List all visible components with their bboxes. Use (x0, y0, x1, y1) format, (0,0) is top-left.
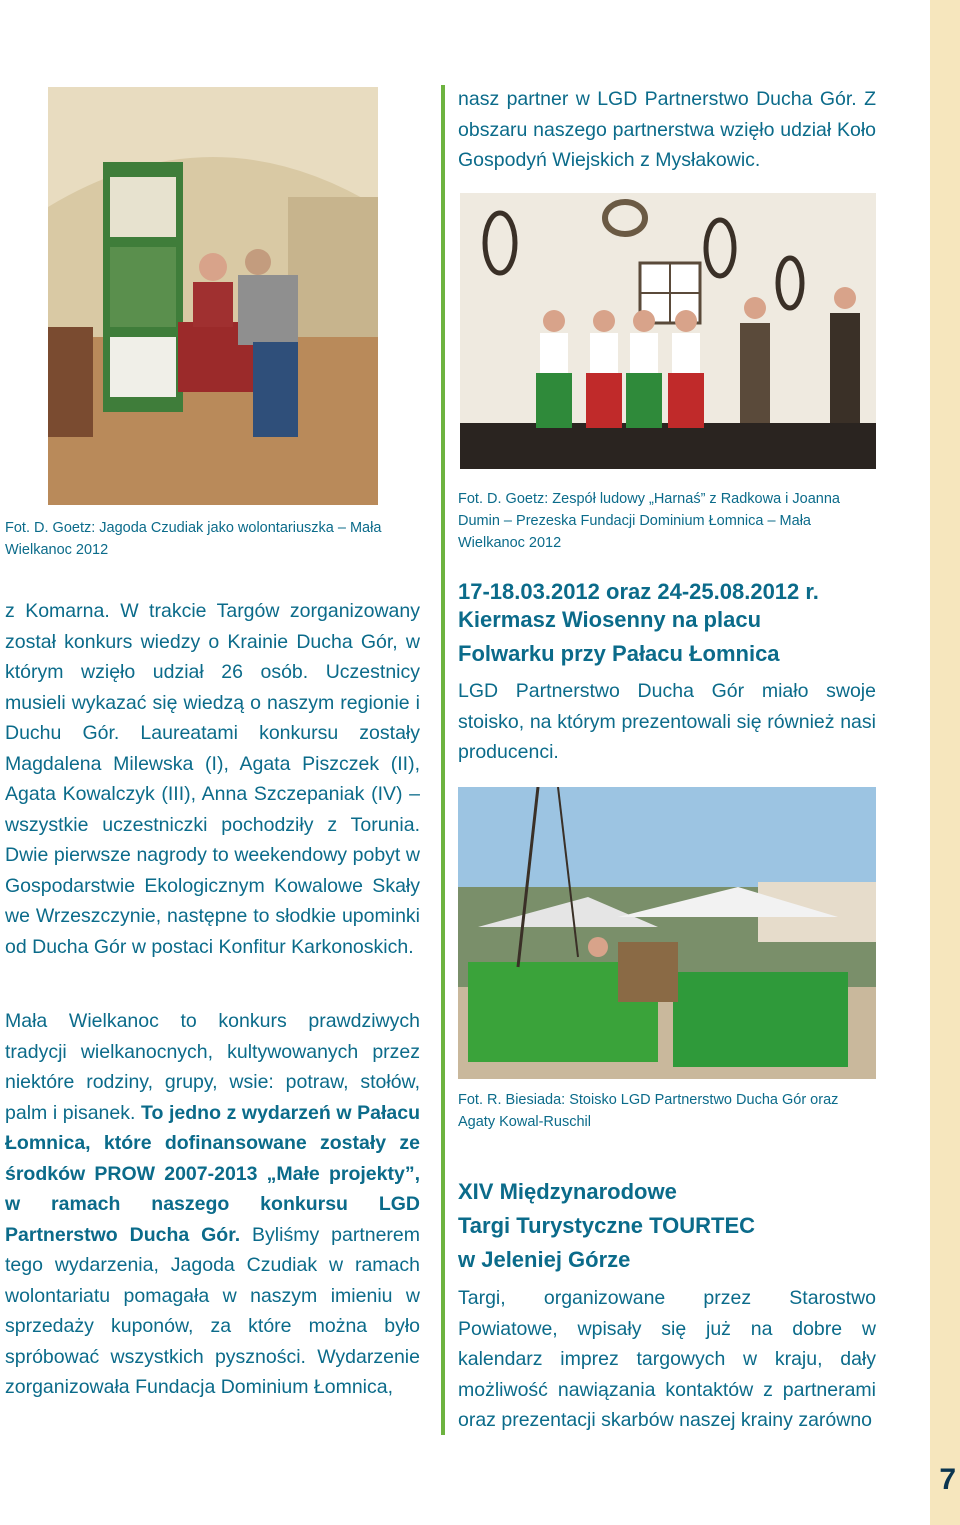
photo-folk-band (460, 193, 876, 469)
column-divider (441, 85, 445, 1435)
caption-photo-3: Fot. R. Biesiada: Stoisko LGD Partnerstwo Ducha Gór oraz Agaty Kowal-Ruschil (458, 1092, 839, 1130)
fair-title-line-2: Targi Turystyczne TOURTEC (458, 1213, 756, 1238)
page-number: 7 (939, 1463, 956, 1496)
event-dates: 17-18.03.2012 oraz 24-25.08.2012 r. (458, 579, 819, 604)
paragraph-contest: z Komarna. W trakcie Targów zorganizowany został konkurs wiedzy o Krainie Ducha Gór, w którym wzięło udział 26 osób. Uczestnicy musieli wykazać się wiedzą o naszym regionie i Duchu Gór. Laureatami konkursu zostały Magdalena Milewska (I), Agata Piszczek (II), Agata Kowalczyk (III), Anna Szczepaniak (IV) – wszystkie uczestniczki pochodziły z Torunia. Dwie pierwsze nagrody to weekendowy pobyt w Gospodarstwie Ekologicznym Kowalowe Skały we Wrzeszczynie, następne to słodkie upominki od Ducha Gór w postaci Konfitur Karkonoskich. (5, 600, 420, 958)
paragraph-kiermasz: LGD Partnerstwo Ducha Gór miało swoje stoisko, na którym prezentowali się również nasi producenci. (458, 680, 876, 763)
caption-photo-2: Fot. D. Goetz: Zespół ludowy „Harnaś” z Radkowa i Joanna Dumin – Prezeska Fundacji Dominium Łomnica – Mała Wielkanoc 2012 (458, 491, 840, 551)
paragraph-mala-wielkanoc-end: Byliśmy partnerem tego wydarzenia, Jagoda Czudiak w ramach wolontariatu pomagała w naszym imieniu w sprzedaży kuponów, za które można było spróbować wszystkich pyszności. Wydarzenie zorganizowała Fundacja Dominium Łomnica, (5, 1223, 421, 1398)
fair-title-line-3: w Jeleniej Górze (458, 1247, 631, 1272)
paragraph-mala-wielkanoc-bold: To jedno z wydarzeń w Pałacu Łomnica, które dofinansowane zostały ze środków PROW 2007-2013 „Małe projekty”, w ramach naszego konkursu LGD Partnerstwo Ducha Gór. (5, 1101, 420, 1246)
paragraph-partner-intro: nasz partner w LGD Partnerstwo Ducha Gór. Z obszaru naszego partnerstwa wzięło udział Koło Gospodyń Wiejskich z Mysłakowic. (458, 88, 876, 171)
photo-market-stand-image (458, 787, 876, 1079)
photo-volunteer-stand-image (48, 87, 378, 505)
photo-folk-band-image (460, 193, 876, 469)
decorative-side-bar (930, 0, 960, 1525)
event-title-line-1: Kiermasz Wiosenny na placu (458, 607, 762, 632)
paragraph-tourtec: Targi, organizowane przez Starostwo Powiatowe, wpisały się już na dobre w kalendarz imprez targowych w kraju, dały możliwość nawiązania kontaktów z partnerami oraz prezentacji skarbów naszej krainy zarówno (458, 1287, 876, 1431)
fair-title-line-1: XIV Międzynarodowe (458, 1179, 677, 1204)
paragraph-mala-wielkanoc (5, 1006, 420, 1403)
paragraph-mala-wielkanoc-start: Mała Wielkanoc to konkurs prawdziwych tradycji wielkanocnych, kultywowanych przez niektóre rodziny, grupy, wsie: potraw, stołów, palm i pisanek. (5, 1010, 420, 1124)
caption-photo-1: Fot. D. Goetz: Jagoda Czudiak jako wolontariuszka – Mała Wielkanoc 2012 (5, 520, 382, 558)
event-title-line-2: Folwarku przy Pałacu Łomnica (458, 641, 780, 666)
photo-volunteer-stand (48, 87, 378, 505)
photo-market-stand (458, 787, 876, 1079)
